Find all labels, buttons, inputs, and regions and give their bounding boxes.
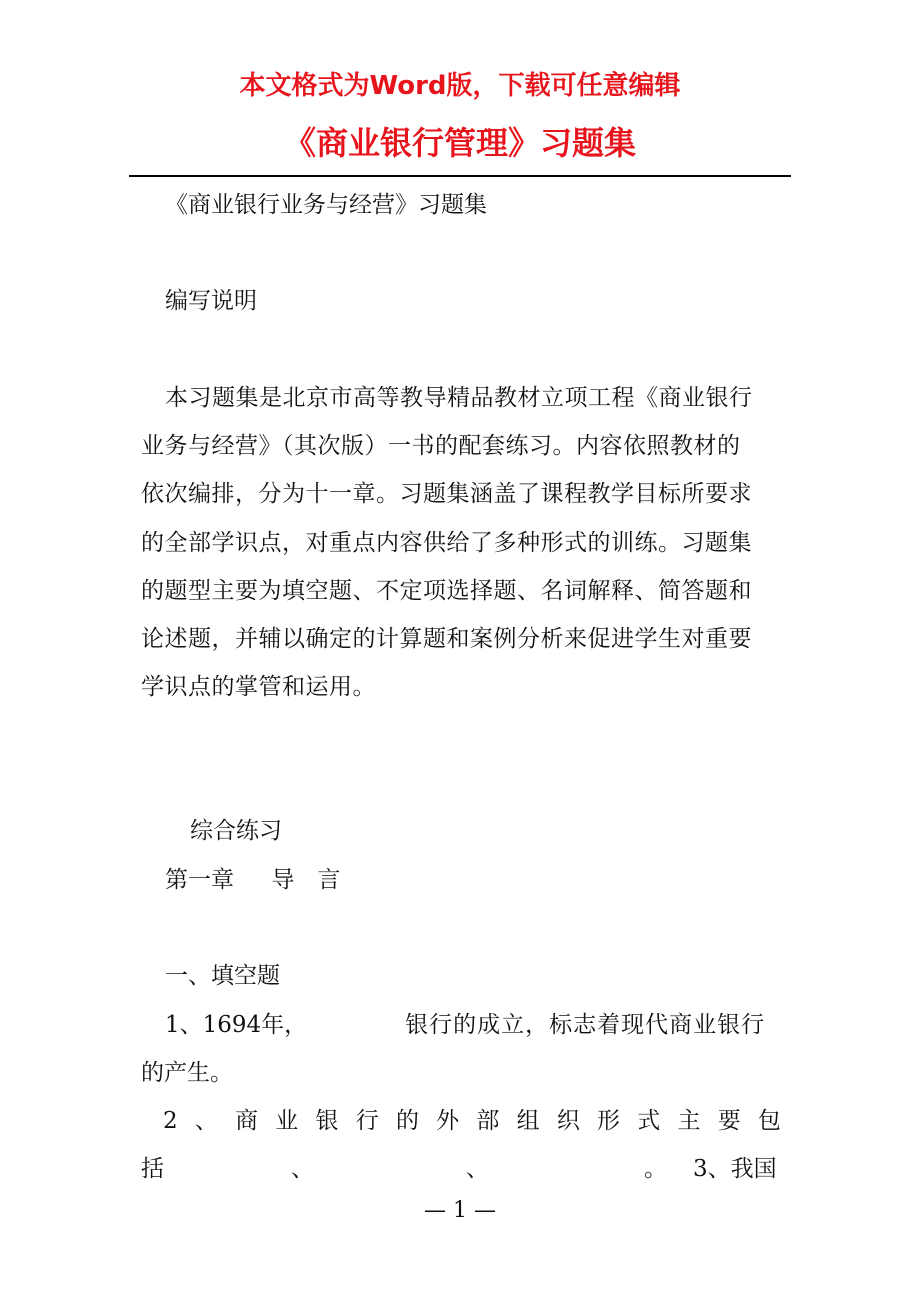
question-1-start: 1、1694年， [165,1012,308,1038]
q2-char: 式 [637,1108,661,1134]
section-heading: 编写说明 [165,288,257,314]
banner-notice: 本文格式为Word版，下载可任意编辑 [239,71,681,101]
q2-char: 行 [355,1108,379,1134]
chapter-label: 第一章 [165,867,234,893]
chapter-name: 导 言 [271,867,341,893]
intro-line: 的题型主要为填空题、不定项选择题、名词解释、简答题和 [141,577,752,604]
intro-line: 依次编排，分为十一章。习题集涵盖了课程教学目标所要求 [141,481,752,508]
q2-char: 主 [677,1108,701,1134]
q2-char: 、 [194,1108,218,1134]
q2-char: 2 [163,1108,178,1134]
intro-line: 学识点的掌管和运用。 [141,674,376,701]
practice-heading: 综合练习 [190,818,282,844]
q2-char: 包 [757,1108,781,1134]
intro-line: 业务与经营》（其次版）一书的配套练习。内容依照教材的 [141,433,741,460]
question-1-line-1 [165,1008,781,1042]
question-2-line-1 [163,1104,781,1138]
intro-paragraph [141,374,781,711]
subtitle: 《商业银行业务与经营》习题集 [165,192,487,218]
q2-separator: 、 [466,1156,489,1182]
intro-line: 的全部学识点，对重点内容供给了多种形式的训练。习题集 [141,529,752,556]
document-title: 《商业银行管理》习题集 [283,124,636,162]
chapter-heading [165,863,781,897]
intro-line: 论述题，并辅以确定的计算题和案例分析来促进学生对重要 [141,626,752,653]
part-heading: 一、填空题 [165,963,280,989]
q2-char: 形 [597,1108,621,1134]
question-1-line-2: 的产生。 [141,1060,233,1086]
title-rule [129,175,791,177]
q2-char: 组 [516,1108,540,1134]
q2-char: 部 [476,1108,500,1134]
page-number: — 1 — [424,1198,496,1223]
q2-char: 外 [436,1108,460,1134]
q2-start: 括 [141,1156,164,1182]
q2-char: 的 [395,1108,419,1134]
question-1-mid: 银行的成立，标志着现代商业银行 [405,1012,766,1038]
question-3-start: 3、我国 [693,1156,777,1182]
q2-char: 要 [717,1108,741,1134]
intro-line: 本习题集是北京市高等教导精品教材立项工程《商业银行 [165,385,753,411]
q2-char: 商 [235,1108,259,1134]
q2-separator: 、 [291,1156,314,1182]
q2-char: 银 [315,1108,339,1134]
q2-char: 织 [556,1108,580,1134]
q2-char: 业 [275,1108,299,1134]
q2-end: 。 [644,1156,667,1182]
